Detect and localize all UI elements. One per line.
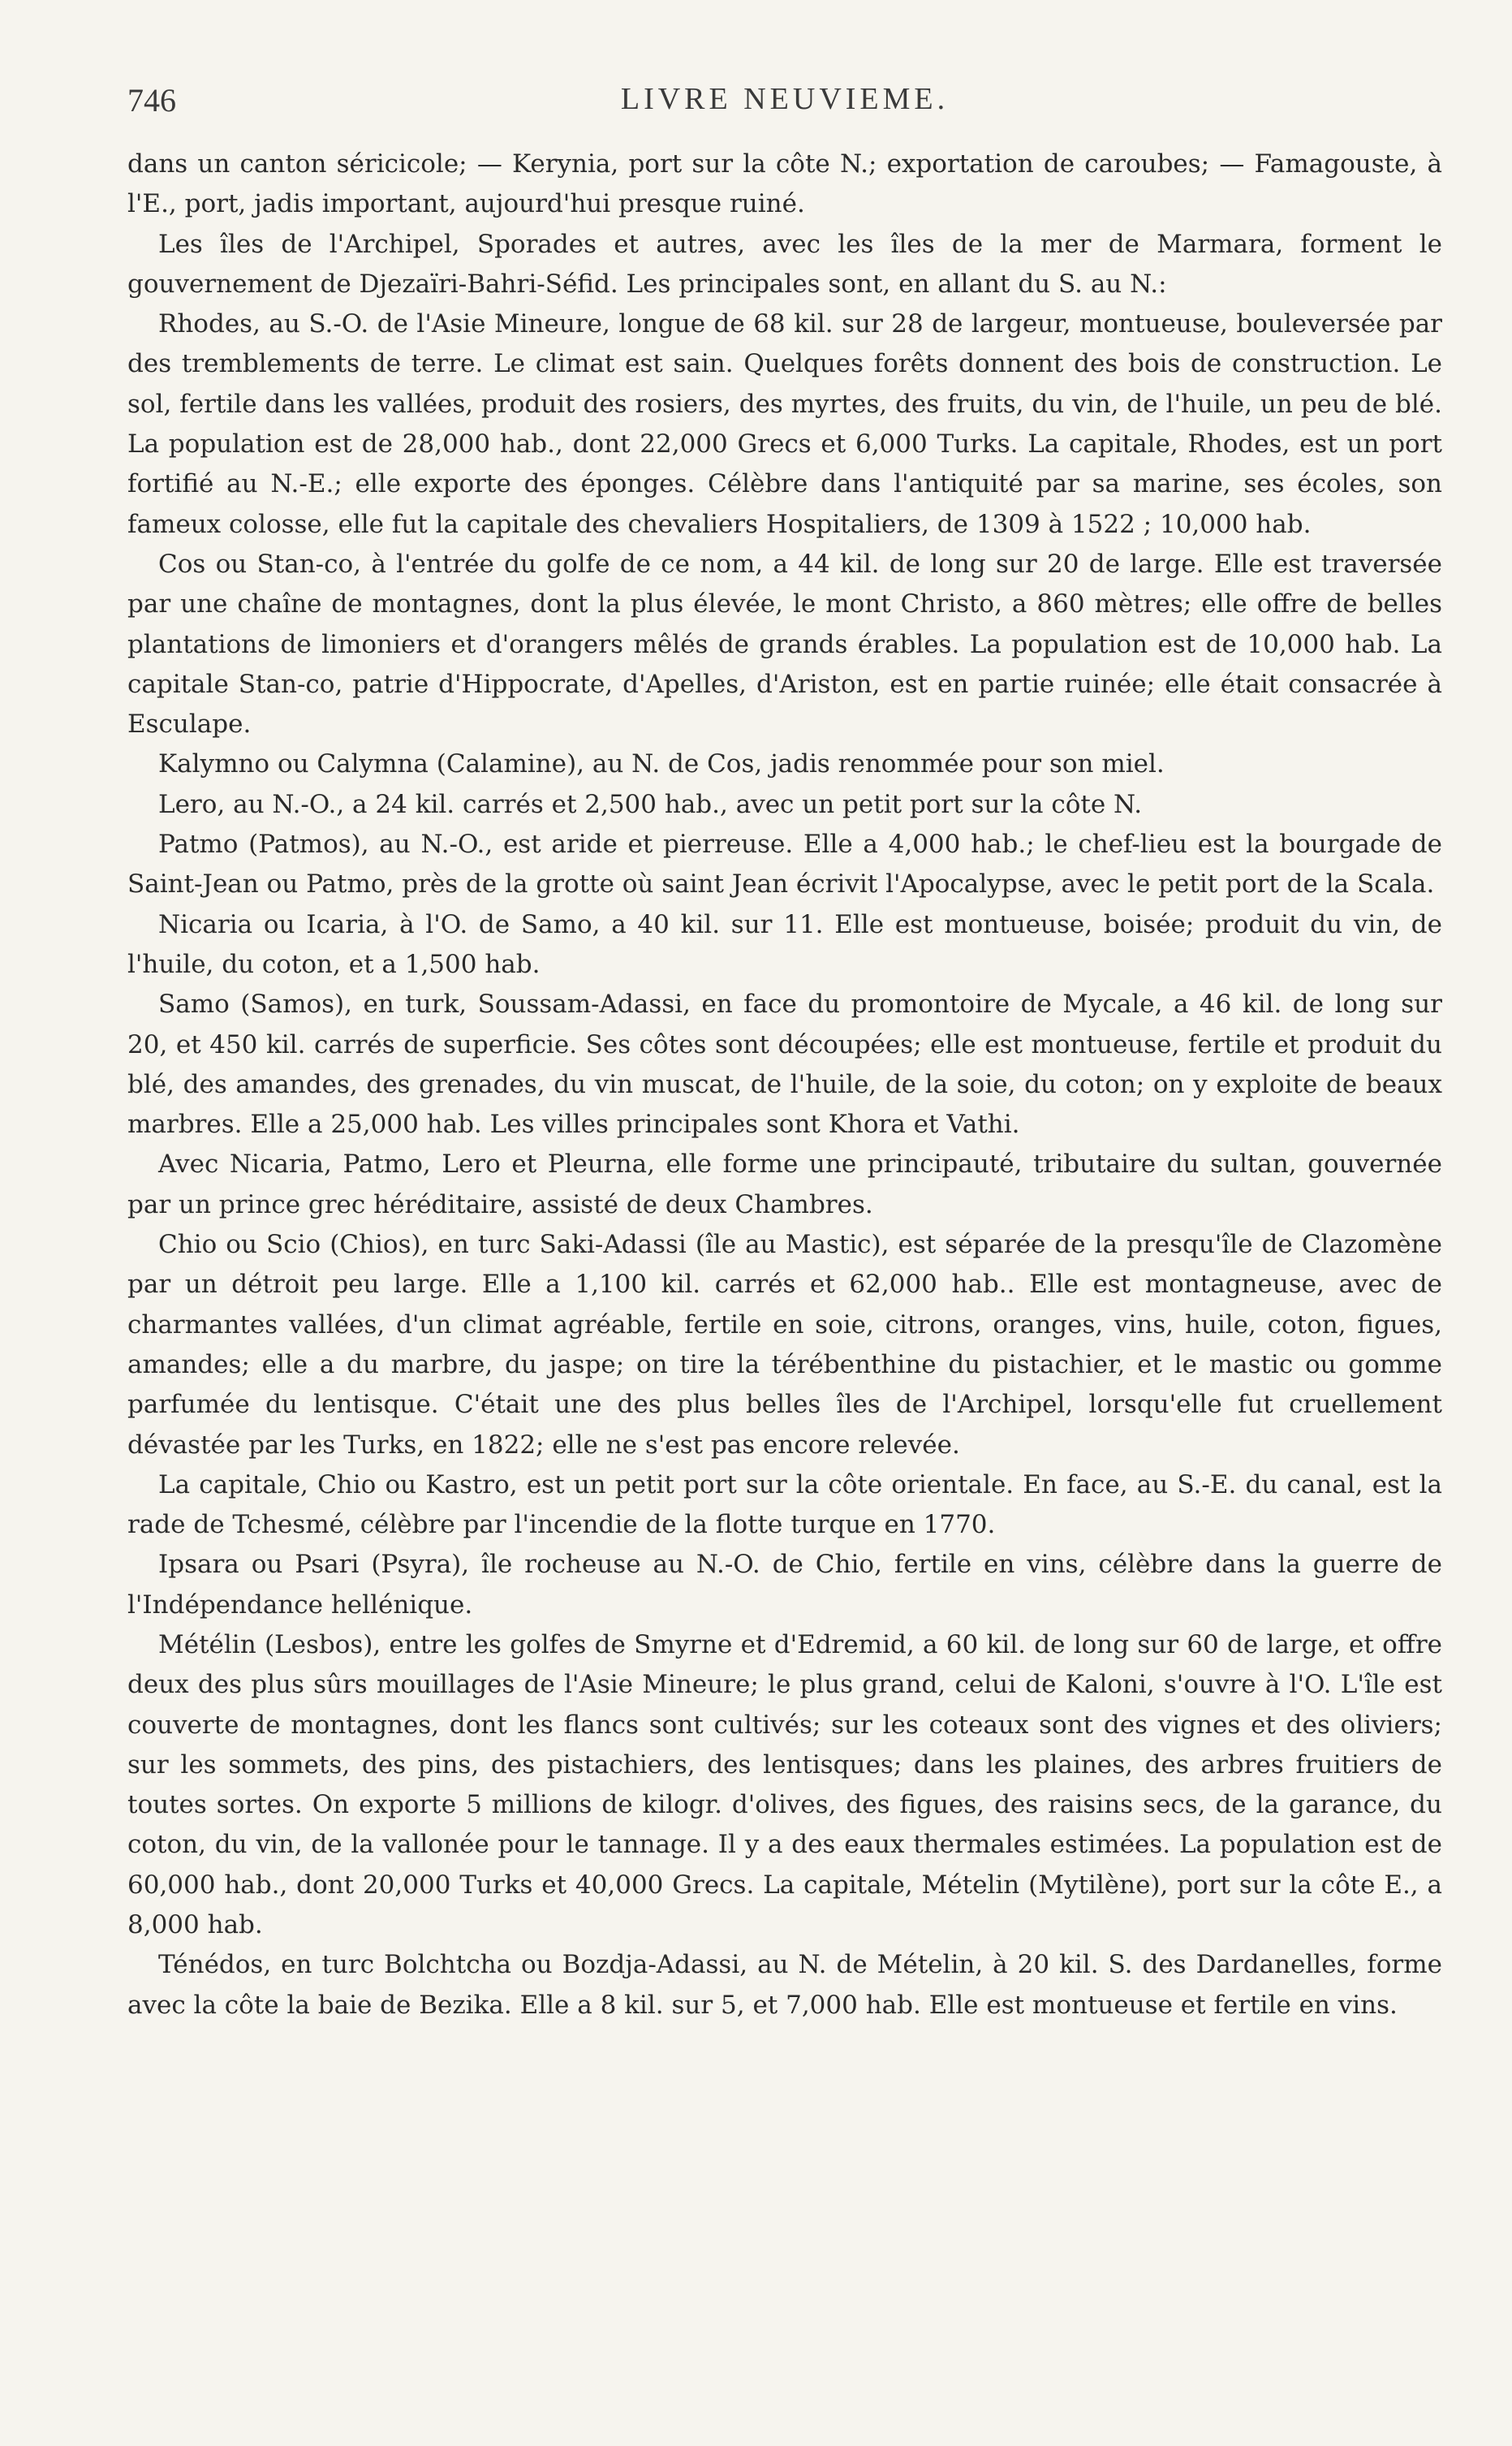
paragraph: Chio ou Scio (Chios), en turc Saki-Adassi (île au Mastic), est séparée de la presqu'île de Clazomène par un détroit peu large. Elle a 1,100 kil. carrés et 62,000 hab.. Elle est montagneuse, avec de charmantes vallées, d'un climat agréable, fertile en soie, citrons, oranges, vins, huile, coton, figues, amandes; elle a du marbre, du jaspe; on tire la térébenthine du pistachier, et le mastic ou gomme parfumée du lentisque. C'était une des plus belles îles de l'Archipel, lorsqu'elle fut cruellement dévastée par les Turks, en 1822; elle ne s'est pas encore relevée. bbox=[127, 1230, 1442, 1460]
paragraph: Nicaria ou Icaria, à l'O. de Samo, a 40 kil. sur 11. Elle est montueuse, boisée; produit du vin, de l'huile, du coton, et a 1,500 hab. bbox=[127, 909, 1442, 979]
paragraph: dans un canton séricicole; — Kerynia, port sur la côte N.; exportation de caroubes; — Famagouste, à l'E., port, jadis important, aujourd'hui presque ruiné. bbox=[127, 149, 1442, 219]
paragraph: Métélin (Lesbos), entre les golfes de Smyrne et d'Edremid, a 60 kil. de long sur 60 de large, et offre deux des plus sûrs mouillages de l'Asie Mineure; le plus grand, celui de Kaloni, s'ouvre à l'O. L'île est couverte de montagnes, dont les flancs sont cultivés; sur les coteaux sont des vignes et des oliviers; sur les sommets, des pins, des pistachiers, des lentisques; dans les plaines, des arbres fruitiers de toutes sortes. On exporte 5 millions de kilogr. d'olives, des figues, des raisins secs, de la garance, du coton, du vin, de la vallonée pour le tannage. Il y a des eaux thermales estimées. La population est de 60,000 hab., dont 20,000 Turks et 40,000 Grecs. La capitale, Mételin (Mytilène), port sur la côte E., a 8,000 hab. bbox=[127, 1629, 1442, 1940]
paragraph: Lero, au N.-O., a 24 kil. carrés et 2,500 hab., avec un petit port sur la côte N. bbox=[158, 789, 1143, 819]
paragraph: Samo (Samos), en turk, Soussam-Adassi, en face du promontoire de Mycale, a 46 kil. de long sur 20, et 450 kil. carrés de superficie. Ses côtes sont découpées; elle est montueuse, fertile et produit du blé, des amandes, des grenades, du vin muscat, de l'huile, de la soie, du coton; on y exploite de beaux marbres. Elle a 25,000 hab. Les villes principales sont Khora et Vathi. bbox=[127, 990, 1442, 1140]
paragraph: Cos ou Stan-co, à l'entrée du golfe de ce nom, a 44 kil. de long sur 20 de large. Elle est traversée par une chaîne de montagnes, dont la plus élevée, le mont Christo, a 860 mètres; elle offre de belles plantations de limoniers et d'orangers mêlés de grands érables. La population est de 10,000 hab. La capitale Stan-co, patrie d'Hippocrate, d'Apelles, d'Ariston, est en partie ruinée; elle était consacrée à Esculape. bbox=[127, 549, 1442, 740]
paragraph: Ténédos, en turc Bolchtcha ou Bozdja-Adassi, au N. de Mételin, à 20 kil. S. des Dardanelles, forme avec la côte la baie de Bezika. Elle a 8 kil. sur 5, et 7,000 hab. Elle est montueuse et fertile en vins. bbox=[127, 1950, 1442, 2020]
paragraph: Avec Nicaria, Patmo, Lero et Pleurna, elle forme une principauté, tributaire du sultan, gouvernée par un prince grec héréditaire, assisté de deux Chambres. bbox=[127, 1150, 1442, 1219]
body-text bbox=[127, 145, 1442, 2025]
paragraph: Ipsara ou Psari (Psyra), île rocheuse au N.-O. de Chio, fertile en vins, célèbre dans la guerre de l'Indépendance hellénique. bbox=[127, 1550, 1442, 1620]
paragraph: Patmo (Patmos), au N.-O., est aride et pierreuse. Elle a 4,000 hab.; le chef-lieu est la bourgade de Saint-Jean ou Patmo, près de la grotte où saint Jean écrivit l'Apocalypse, avec le petit port de la Scala. bbox=[127, 830, 1442, 899]
paragraph: La capitale, Chio ou Kastro, est un petit port sur la côte orientale. En face, au S.-E. du canal, est la rade de Tchesmé, célèbre par l'incendie de la flotte turque en 1770. bbox=[127, 1469, 1442, 1540]
paragraph: Les îles de l'Archipel, Sporades et autres, avec les îles de la mer de Marmara, forment le gouvernement de Djezaïri-Bahri-Séfid. Les principales sont, en allant du S. au N.: bbox=[127, 229, 1442, 299]
paragraph: Rhodes, au S.-O. de l'Asie Mineure, longue de 68 kil. sur 28 de largeur, montueuse, bouleversée par des tremblements de terre. Le climat est sain. Quelques forêts donnent des bois de construction. Le sol, fertile dans les vallées, produit des rosiers, des myrtes, des fruits, du vin, de l'huile, un peu de blé. La population est de 28,000 hab., dont 22,000 Grecs et 6,000 Turks. La capitale, Rhodes, est un port fortifié au N.-E.; elle exporte des éponges. Célèbre dans l'antiquité par sa marine, ses écoles, son fameux colosse, elle fut la capitale des chevaliers Hospitaliers, de 1309 à 1522 ; 10,000 hab. bbox=[127, 309, 1442, 539]
page-number: 746 bbox=[127, 82, 176, 119]
running-title: LIVRE NEUVIEME. bbox=[620, 82, 950, 116]
paragraph: Kalymno ou Calymna (Calamine), au N. de Cos, jadis renommée pour son miel. bbox=[158, 749, 1165, 779]
page-header bbox=[127, 81, 1442, 130]
